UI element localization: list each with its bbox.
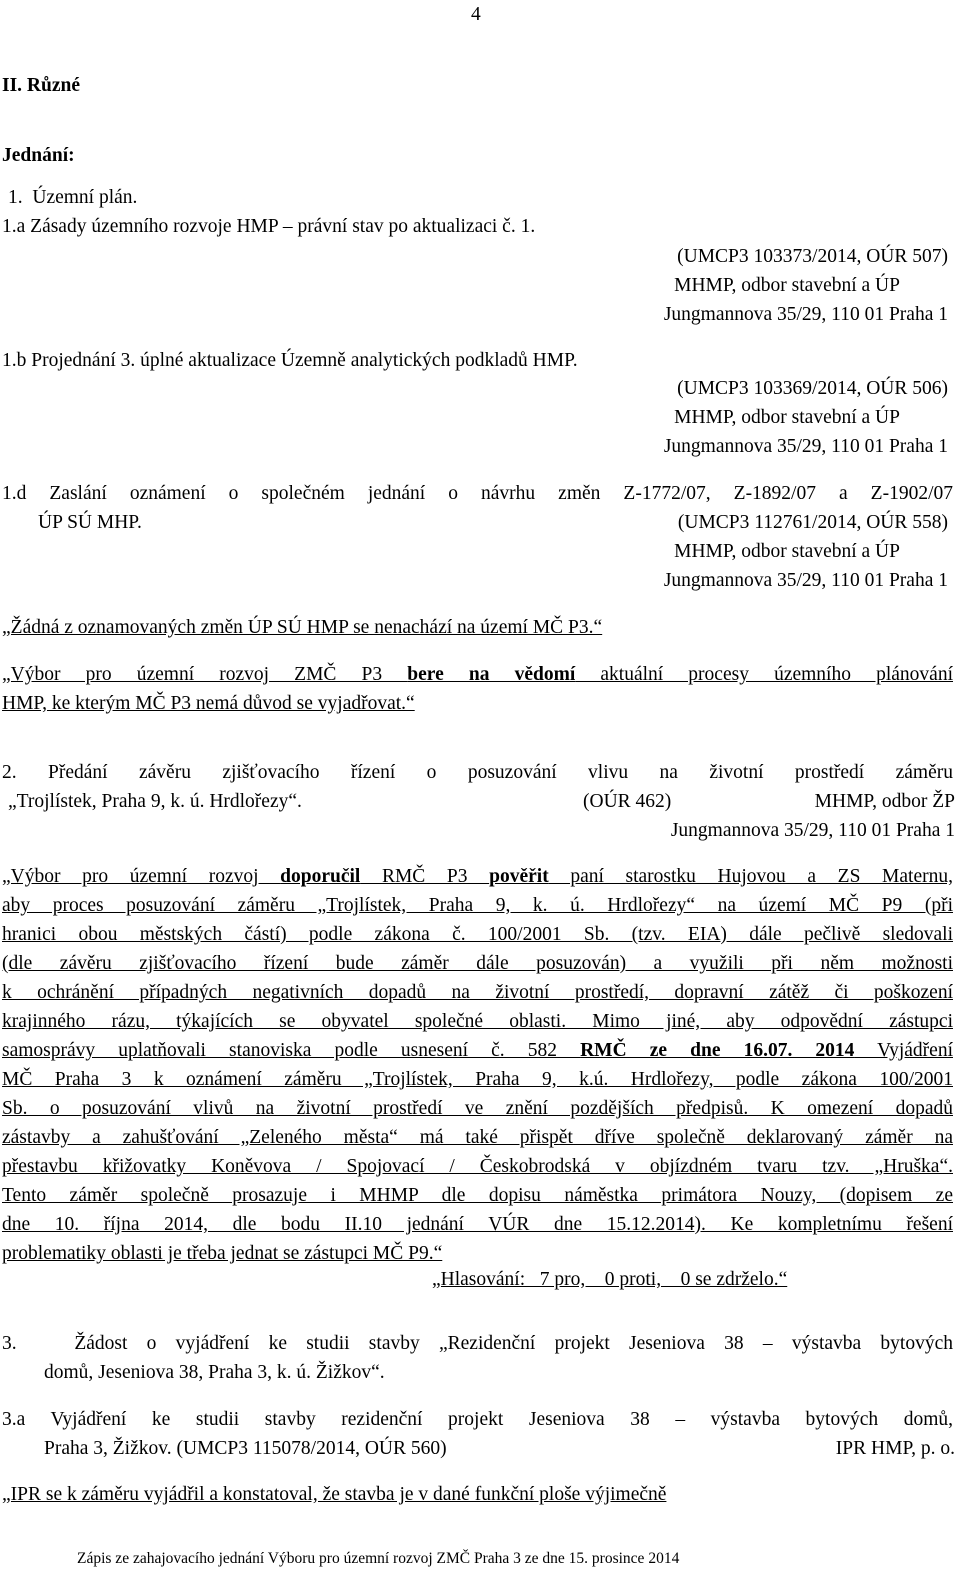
- item-2-resolution-line: samosprávy uplatňovali stanoviska podle usnesení č. 582 RMČ ze dne 16.07. 2014 Vyjádření: [2, 1040, 953, 1061]
- item-3a-title: 3.a Vyjádření ke studii stavby rezidenční projekt Jeseniova 38 – výstavba bytových domů,: [2, 1409, 953, 1430]
- item-1b-title: 1.b Projednání 3. úplné aktualizace Územně analytických podkladů HMP.: [2, 350, 578, 371]
- item-1-resolution: „Výbor pro územní rozvoj ZMČ P3 bere na vědomí aktuální procesy územního plánování: [2, 664, 953, 685]
- item-2-resolution-line: zástavby a zahušťování „Zeleného města“ má také přispět dříve společně deklarovaný záměr na: [2, 1127, 953, 1148]
- item-2-resolution-line: k ochránění případných negativních dopadů na životní prostředí, dopravní zátěž či poškození: [2, 982, 953, 1003]
- item-2-resolution-line: krajinného rázu, týkajících se obyvatel společné oblasti. Mimo jiné, aby odpovědní zástupci: [2, 1011, 953, 1032]
- item-2-resolution-line: (dle závěru zjišťovacího řízení bude záměr dále posuzován) a využili při něm možnosti: [2, 953, 953, 974]
- item-1b-ref: (UMCP3 103369/2014, OÚR 506): [677, 378, 948, 399]
- item-1a-ref: (UMCP3 103373/2014, OÚR 507): [677, 246, 948, 267]
- item-1d-title: 1.d Zaslání oznámení o společném jednání o návrhu změn Z-1772/07, Z-1892/07 a Z-1902/07: [2, 483, 953, 504]
- item-2-resolution-line: problematiky oblasti je třeba jednat se zástupci MČ P9.“: [2, 1243, 443, 1264]
- item-2-ref: (OÚR 462): [583, 791, 672, 812]
- item-3a-ref: Praha 3, Žižkov. (UMCP3 115078/2014, OÚR 560): [44, 1438, 447, 1459]
- item-2-project: „Trojlístek, Praha 9, k. ú. Hrdlořezy“.: [8, 791, 302, 812]
- item-2-resolution-line: přestavbu křižovatky Koněvova / Spojovací / Českobrodská v objízdném tvaru tzv. „Hruška“.: [2, 1156, 953, 1177]
- item-2-title: 2. Předání závěru zjišťovacího řízení o posuzování vlivu na životní prostředí záměru: [2, 762, 953, 783]
- meeting-heading: Jednání:: [2, 145, 75, 166]
- item-3-title: 3. Žádost o vyjádření ke studii stavby „Rezidenční projekt Jeseniova 38 – výstavba bytových: [2, 1333, 953, 1354]
- item-3a-office: IPR HMP, p. o.: [835, 1438, 955, 1459]
- item-1a-office: MHMP, odbor stavební a ÚP: [674, 275, 900, 296]
- section-title: II. Různé: [2, 75, 81, 96]
- item-2-resolution-line: Sb. o posuzování vlivů na životní prostředí ve znění pozdějších předpisů. K omezení dopadů: [2, 1098, 953, 1119]
- item-2-vote: „Hlasování: 7 pro, 0 proti, 0 se zdrželo.“: [432, 1269, 788, 1290]
- item-1-resolution-line2: HMP, ke kterým MČ P3 nemá důvod se vyjadřovat.“: [2, 693, 415, 714]
- page-number: 4: [471, 4, 481, 25]
- item-2-resolution-line: dne 10. října 2014, dle bodu II.10 jednání VÚR dne 15.12.2014). Ke kompletnímu řešení: [2, 1214, 953, 1235]
- item-3-statement: „IPR se k záměru vyjádřil a konstatoval, že stavba je v dané funkční ploše výjimečně: [2, 1484, 667, 1505]
- item-1d-office: MHMP, odbor stavební a ÚP: [674, 541, 900, 562]
- item-1d-ref: (UMCP3 112761/2014, OÚR 558): [677, 512, 948, 533]
- page-footer: Zápis ze zahajovacího jednání Výboru pro územní rozvoj ZMČ Praha 3 ze dne 15. prosince 2014: [77, 1550, 680, 1567]
- item-2-address: Jungmannova 35/29, 110 01 Praha 1: [670, 820, 955, 841]
- item-2-resolution-line: Tento záměr společně prosazuje i MHMP dle dopisu náměstka primátora Nouzy, (dopisem ze: [2, 1185, 953, 1206]
- item-2-resolution-line: hranici obou městských částí) podle zákona č. 100/2001 Sb. (tzv. EIA) dále pečlivě sledovali: [2, 924, 953, 945]
- item-1b-address: Jungmannova 35/29, 110 01 Praha 1: [663, 436, 948, 457]
- item-2-resolution-line: aby proces posuzování záměru „Trojlístek, Praha 9, k. ú. Hrdlořezy“ na území MČ P9 (při: [2, 895, 953, 916]
- item-1a-address: Jungmannova 35/29, 110 01 Praha 1: [663, 304, 948, 325]
- item-2-office: MHMP, odbor ŽP: [814, 791, 955, 812]
- item-1d-statement: „Žádná z oznamovaných změn ÚP SÚ HMP se nenachází na území MČ P3.“: [2, 617, 603, 638]
- item-1d-address: Jungmannova 35/29, 110 01 Praha 1: [663, 570, 948, 591]
- item-2-resolution-line: „Výbor pro územní rozvoj doporučil RMČ P3 pověřit paní starostku Hujovou a ZS Maternu,: [2, 866, 953, 887]
- item-1b-office: MHMP, odbor stavební a ÚP: [674, 407, 900, 428]
- item-3-title-line2: domů, Jeseniova 38, Praha 3, k. ú. Žižkov“.: [44, 1362, 385, 1383]
- item-1-title: 1. Územní plán.: [8, 187, 138, 208]
- item-2-resolution-line: MČ Praha 3 k oznámení záměru „Trojlístek, Praha 9, k.ú. Hrdlořezy, podle zákona 100/2001: [2, 1069, 953, 1090]
- item-1d-title-line2: ÚP SÚ MHP.: [38, 512, 142, 533]
- item-1a-title: 1.a Zásady územního rozvoje HMP – právní stav po aktualizaci č. 1.: [2, 216, 536, 237]
